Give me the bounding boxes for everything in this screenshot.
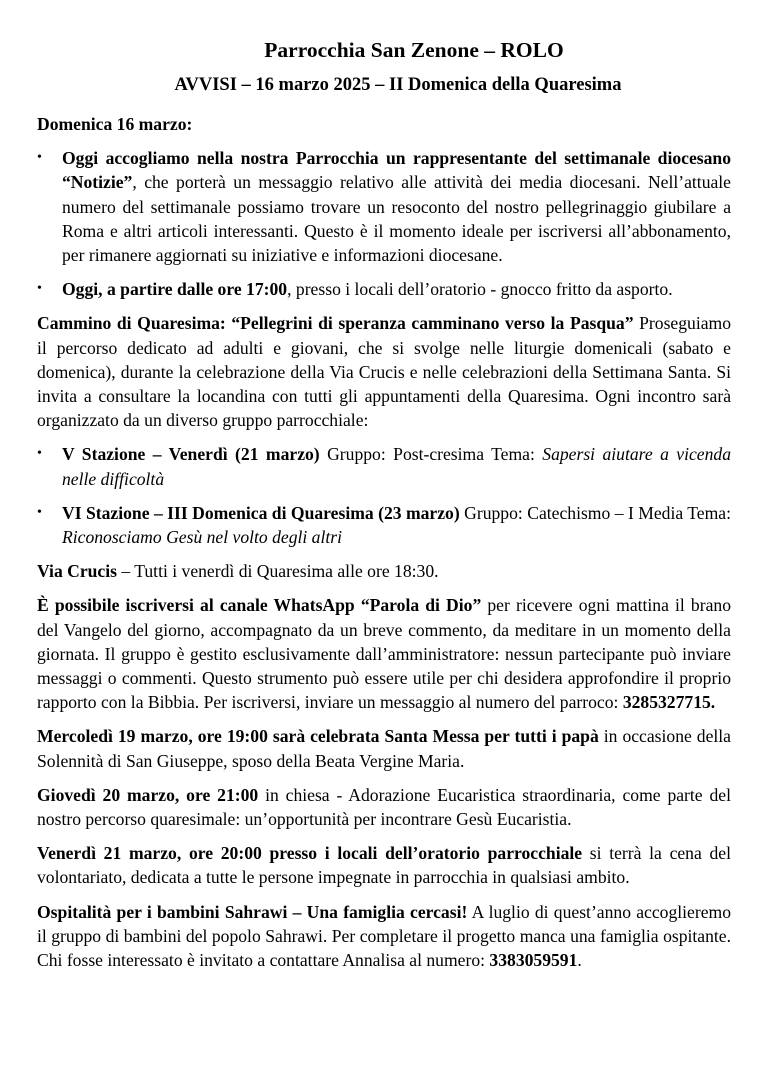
list-item: • VI Stazione – III Domenica di Quaresima (23 marzo) Gruppo: Catechismo – I Media Tema: Riconosciamo Gesù nel volto degli altri (37, 502, 731, 548)
wednesday-notice: Mercoledì 19 marzo, ore 19:00 sarà celebrata Santa Messa per tutti i papà in occasione della Solennità di San Giuseppe, sposo della Beata Vergine Maria. (37, 726, 731, 771)
via-crucis-notice: Via Crucis – Tutti i venerdì di Quaresima alle ore 18:30. (37, 561, 439, 582)
stations-list (37, 442, 731, 549)
bullet-icon: • (37, 446, 42, 462)
sunday-heading: Domenica 16 marzo: (37, 114, 193, 134)
notice-subtitle: AVVISI – 16 marzo 2025 – II Domenica della Quaresima (174, 75, 622, 95)
bullet-icon: • (37, 281, 42, 297)
bullet-icon: • (37, 150, 42, 166)
sunday-list (37, 146, 731, 301)
sahrawi-notice: Ospitalità per i bambini Sahrawi – Una famiglia cercasi! A luglio di quest’anno accoglieremo il gruppo di bambini del popolo Sahrawi. Per completare il progetto manca una famiglia ospitante. Chi fosse interessato è invitato a contattare Annalisa al numero: 3383059591. (37, 901, 731, 971)
list-item: • V Stazione – Venerdì (21 marzo) Gruppo: Post-cresima Tema: Sapersi aiutare a vicenda nelle difficoltà (37, 444, 732, 489)
parish-title: Parrocchia San Zenone – ROLO (264, 38, 564, 62)
list-item: • Oggi, a partire dalle ore 17:00, presso i locali dell’oratorio - gnocco fritto da asporto. (37, 277, 731, 301)
annalisa-phone: 3383059591 (489, 950, 578, 971)
lent-section: Cammino di Quaresima: “Pellegrini di speranza camminano verso la Pasqua” Proseguiamo il percorso dedicato ad adulti e giovani, che si svolge nelle liturgie domenicali (sabato e domenica), durante la celebrazione della Via Crucis e nelle celebrazioni della Settimana Santa. Si invita a consultare la locandina con tutti gli appuntamenti della Quaresima. Ogni incontro sarà organizzato da un diverso gruppo parrocchiale: (37, 313, 731, 431)
whatsapp-notice: È possibile iscriversi al canale WhatsApp “Parola di Dio” per ricevere ogni mattina il brano del Vangelo del giorno, accompagnato da un breve commento, da meditare in un momento della giornata. Il gruppo è gestito esclusivamente dall’amministratore: nessun partecipante può inviare messaggi o commenti. Questo strumento può essere utile per chi desidera approfondire il proprio rapporto con la Bibbia. Per iscriversi, inviare un messaggio al numero del parroco: 3285327715. (37, 595, 731, 713)
bullet-icon: • (37, 504, 42, 520)
list-item: • Oggi accogliamo nella nostra Parrocchia un rappresentante del settimanale diocesano “Notizie”, che porterà un messaggio relativo alle attività dei media diocesani. Nell’attuale numero del settimanale possiamo trovare un resoconto del nostro pellegrinaggio giubilare a Roma e altri articoli interessanti. Questo è il momento ideale per iscriversi all’abbonamento, per rimanere aggiornati su iniziative e informazioni diocesane. (37, 148, 731, 266)
friday-notice: Venerdì 21 marzo, ore 20:00 presso i locali dell’oratorio parrocchiale si terrà la cena del volontariato, dedicata a tutte le persone impegnate in parrocchia in qualsiasi ambito. (37, 843, 731, 888)
lent-heading: Cammino di Quaresima: “Pellegrini di speranza camminano verso la Pasqua” (37, 313, 634, 334)
parish-priest-phone: 3285327715. (622, 692, 716, 713)
thursday-notice: Giovedì 20 marzo, ore 21:00 in chiesa - Adorazione Eucaristica straordinaria, come parte del nostro percorso quaresimale: un’opportunità per incontrare Gesù Eucaristia. (37, 784, 731, 830)
